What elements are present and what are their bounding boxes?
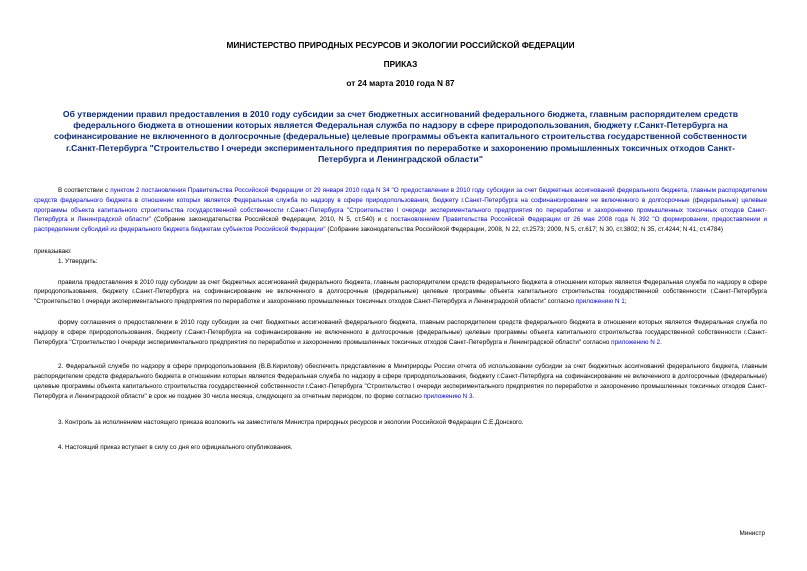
government-decree-34-link[interactable]: пунктом 2 постановления Правительства Российской Федерации от 29 января 2010 года N 34 "О предоставлении в 2010 году субсидии за счет бюджетных ассигнований федерального бюджета, главным распорядителем средств федерального бюджета в отношении которых является Федеральная служба по надзору в сфере природопользования, бюджету г.Санкт-Петербурга на софинансирование не включенного в долгосрочные (федеральные) целевые программы объекта капитального строительства государственной собственности г.Санкт-Петербурга "Строительство I очереди экспериментального предприятия по переработке и захоронению промышленных токсичных отходов Санкт-Петербурга и Ленинградской области"	[34, 187, 767, 224]
preamble-text-1: В соответствии с	[58, 187, 111, 195]
item-2-end: .	[472, 392, 475, 400]
item-3-paragraph: 3. Контроль за исполнением настоящего приказа возложить на заместителя Министра природных ресурсов и экологии Российской Федерации С.Е.Донского.	[58, 418, 524, 426]
item-2-text: 2. Федеральной службе по надзору в сфере природопользования (В.В.Кирилову) обеспечить представление в Минприроды России отчета об использовании субсидии за счет бюджетных ассигнований федерального бюджета, главным распорядителем средств федерального бюджета в отношении которых является Федеральная служба по надзору в сфере природопользования, бюджету г.Санкт-Петербурга на софинансирование не включенного в долгосрочные (федеральные) целевые программы объекта капитального строительства государственной собственности г.Санкт-Петербурга "Строительство I очереди экспериментального предприятия по переработке и захоронению промышленных токсичных отходов Санкт-Петербурга и Ленинградской области" в срок не позднее 30 числа месяца, следующего за отчетным периодом, по форме согласно	[34, 363, 767, 400]
preamble-text-2: (Собрание законодательства Российской Федерации, 2010, N 5, ст.540) и с	[150, 216, 391, 224]
signature-title: Министр	[739, 530, 765, 537]
ministry-name: МИНИСТЕРСТВО ПРИРОДНЫХ РЕСУРСОВ И ЭКОЛОГИИ РОССИЙСКОЙ ФЕДЕРАЦИИ	[226, 40, 575, 50]
document-body	[34, 186, 767, 453]
document-title	[34, 109, 767, 165]
title-rules-link[interactable]: правил предоставления в 2010 году субсидии за счет бюджетных ассигнований федерального бюджета, главным распорядителем средств федерального бюджета в отношении которых является Федеральная служба по надзору в сфере природопользования, бюджету г.Санкт-Петербурга на софинансирование не включенного в долгосрочные (федеральные) целевые программы объекта капитального строительства государственной собственности г.Санкт-Петербурга "Строительство I очереди экспериментального предприятия по переработке и захоронению промышленных токсичных отходов Санкт-Петербурга и Ленинградской области"	[54, 109, 747, 164]
item-1-heading: 1. Утвердить:	[58, 257, 98, 265]
item-1-rules-end: ;	[624, 298, 627, 306]
item-1-form-text: форму соглашения о предоставлении в 2010 году субсидии за счет бюджетных ассигнований федерального бюджета, главным распорядителем средств федерального бюджета в отношении которых является Федеральная служба по надзору в сфере природопользования, бюджету г.Санкт-Петербурга на софинансирование не включенного в долгосрочные (федеральные) целевые программы объекта капитального строительства государственной собственности г.Санкт-Петербурга "Строительство I очереди экспериментального предприятия по переработке и захоронению промышленных токсичных отходов Санкт-Петербурга и Ленинградской области" согласно	[34, 318, 767, 346]
document-type: ПРИКАЗ	[383, 59, 418, 69]
appendix-1-link[interactable]: приложению N 1	[575, 298, 625, 306]
item-2-paragraph	[34, 362, 767, 401]
item-1-form-paragraph	[34, 318, 767, 347]
preamble-text-3: (Собрание законодательства Российской Федерации, 2008, N 22, ст.2573; 2009, N 5, ст.617; N 30, ст.3802; N 35, ст.4244; N 41, ст.4784)	[325, 226, 724, 234]
item-1-rules-text: правила предоставления в 2010 году субсидии за счет бюджетных ассигнований федерального бюджета, главным распорядителем средств федерального бюджета в отношении которых является Федеральная служба по надзору в сфере природопользования, бюджету г.Санкт-Петербурга на софинансирование не включенного в долгосрочные (федеральные) целевые программы объекта капитального строительства государственной собственности г.Санкт-Петербурга "Строительство I очереди экспериментального предприятия по переработке и захоронению промышленных токсичных отходов Санкт-Петербурга и Ленинградской области" согласно	[34, 278, 767, 306]
document-date-number: от 24 марта 2010 года N 87	[346, 78, 455, 88]
item-1-form-end: .	[660, 338, 662, 346]
appendix-3-link[interactable]: приложению N 3	[423, 392, 473, 400]
item-4-paragraph: 4. Настоящий приказ вступает в силу со дня его официального опубликования.	[58, 444, 293, 452]
order-word: приказываю:	[34, 248, 72, 255]
item-1-rules-paragraph	[34, 278, 767, 307]
title-prefix: Об утверждении	[62, 109, 134, 119]
appendix-2-link[interactable]: приложению N 2	[611, 338, 661, 346]
government-decree-392-link[interactable]: постановлением Правительства Российской Федерации от 26 мая 2008 года N 392 "О формировании, предоставлении и распределении субсидий из федерального бюджета бюджетам субъектов Российской Федерации"	[34, 216, 767, 234]
preamble-paragraph	[34, 186, 767, 235]
